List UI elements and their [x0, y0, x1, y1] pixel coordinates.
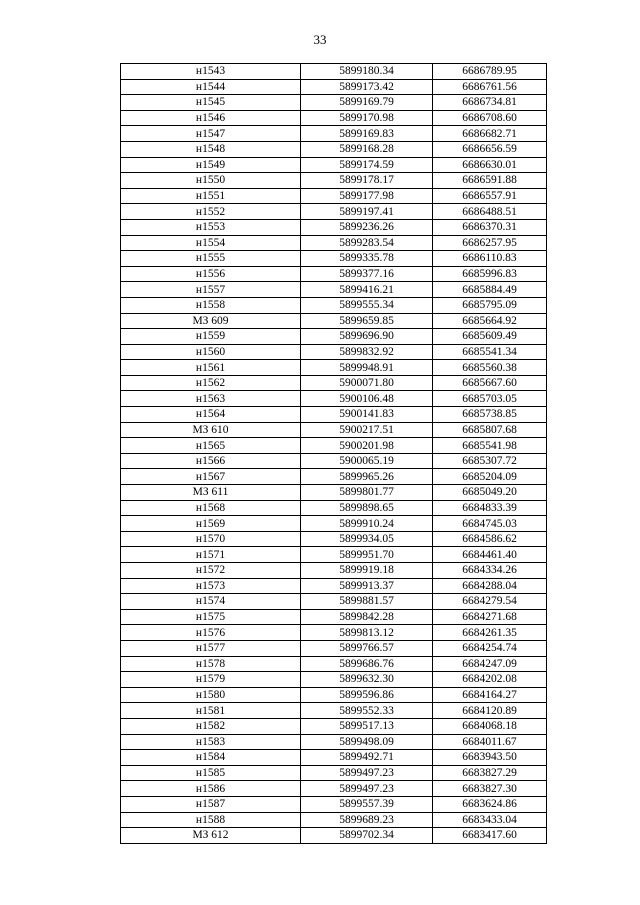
point-label-cell: н1554 — [121, 235, 301, 251]
y-coordinate-cell: 6685049.20 — [433, 485, 547, 501]
table-row — [121, 219, 547, 235]
x-coordinate-cell: 5899497.23 — [301, 781, 433, 797]
x-coordinate-cell: 5899842.28 — [301, 609, 433, 625]
point-label-cell: н1574 — [121, 594, 301, 610]
table-row — [121, 344, 547, 360]
table-row — [121, 469, 547, 485]
point-label-cell: н1580 — [121, 687, 301, 703]
x-coordinate-cell: 5899497.23 — [301, 765, 433, 781]
x-coordinate-cell: 5899178.17 — [301, 173, 433, 189]
x-coordinate-cell: 5899416.21 — [301, 282, 433, 298]
point-label-cell: н1581 — [121, 703, 301, 719]
point-label-cell: н1569 — [121, 516, 301, 532]
y-coordinate-cell: 6686708.60 — [433, 110, 547, 126]
table-row — [121, 407, 547, 423]
y-coordinate-cell: 6684068.18 — [433, 718, 547, 734]
y-coordinate-cell: 6685884.49 — [433, 282, 547, 298]
x-coordinate-cell: 5899934.05 — [301, 531, 433, 547]
point-label-cell: н1557 — [121, 282, 301, 298]
table-row — [121, 79, 547, 95]
table-row — [121, 750, 547, 766]
x-coordinate-cell: 5900141.83 — [301, 407, 433, 423]
x-coordinate-cell: 5899283.54 — [301, 235, 433, 251]
table-row — [121, 485, 547, 501]
y-coordinate-cell: 6686734.81 — [433, 95, 547, 111]
page-number: 33 — [313, 32, 327, 47]
point-label-cell: н1547 — [121, 126, 301, 142]
y-coordinate-cell: 6684261.35 — [433, 625, 547, 641]
table-row — [121, 500, 547, 516]
y-coordinate-cell: 6685664.92 — [433, 313, 547, 329]
point-label-cell: н1545 — [121, 95, 301, 111]
y-coordinate-cell: 6686656.59 — [433, 141, 547, 157]
x-coordinate-cell: 5899177.98 — [301, 188, 433, 204]
x-coordinate-cell: 5899173.42 — [301, 79, 433, 95]
x-coordinate-cell: 5899169.79 — [301, 95, 433, 111]
x-coordinate-cell: 5899913.37 — [301, 578, 433, 594]
table-row — [121, 438, 547, 454]
x-coordinate-cell: 5899492.71 — [301, 750, 433, 766]
table-row — [121, 609, 547, 625]
y-coordinate-cell: 6684288.04 — [433, 578, 547, 594]
point-label-cell: н1570 — [121, 531, 301, 547]
table-row — [121, 297, 547, 313]
y-coordinate-cell: 6683433.04 — [433, 812, 547, 828]
x-coordinate-cell: 5899881.57 — [301, 594, 433, 610]
x-coordinate-cell: 5899686.76 — [301, 656, 433, 672]
table-row — [121, 656, 547, 672]
x-coordinate-cell: 5899898.65 — [301, 500, 433, 516]
table-row — [121, 687, 547, 703]
table-row — [121, 703, 547, 719]
table-row — [121, 672, 547, 688]
table-row — [121, 781, 547, 797]
y-coordinate-cell: 6685807.68 — [433, 422, 547, 438]
point-label-cell: н1561 — [121, 360, 301, 376]
point-label-cell: н1551 — [121, 188, 301, 204]
y-coordinate-cell: 6683827.29 — [433, 765, 547, 781]
x-coordinate-cell: 5899169.83 — [301, 126, 433, 142]
x-coordinate-cell: 5899236.26 — [301, 219, 433, 235]
point-label-cell: н1549 — [121, 157, 301, 173]
x-coordinate-cell: 5899168.28 — [301, 141, 433, 157]
x-coordinate-cell: 5899813.12 — [301, 625, 433, 641]
table-row — [121, 828, 547, 844]
point-label-cell: н1559 — [121, 329, 301, 345]
x-coordinate-cell: 5899377.16 — [301, 266, 433, 282]
table-row — [121, 375, 547, 391]
x-coordinate-cell: 5899766.57 — [301, 640, 433, 656]
y-coordinate-cell: 6684461.40 — [433, 547, 547, 563]
table-row — [121, 188, 547, 204]
table-row — [121, 64, 547, 80]
y-coordinate-cell: 6686761.56 — [433, 79, 547, 95]
y-coordinate-cell: 6686110.83 — [433, 251, 547, 267]
x-coordinate-cell: 5899919.18 — [301, 563, 433, 579]
table-row — [121, 625, 547, 641]
y-coordinate-cell: 6684247.09 — [433, 656, 547, 672]
x-coordinate-cell: 5899180.34 — [301, 64, 433, 80]
point-label-cell: н1566 — [121, 453, 301, 469]
y-coordinate-cell: 6684279.54 — [433, 594, 547, 610]
y-coordinate-cell: 6685667.60 — [433, 375, 547, 391]
point-label-cell: н1550 — [121, 173, 301, 189]
point-label-cell: н1585 — [121, 765, 301, 781]
point-label-cell: н1578 — [121, 656, 301, 672]
y-coordinate-cell: 6686630.01 — [433, 157, 547, 173]
x-coordinate-cell: 5899557.39 — [301, 796, 433, 812]
y-coordinate-cell: 6684586.62 — [433, 531, 547, 547]
x-coordinate-cell: 5899689.23 — [301, 812, 433, 828]
x-coordinate-cell: 5899170.98 — [301, 110, 433, 126]
point-label-cell: н1577 — [121, 640, 301, 656]
point-label-cell: н1564 — [121, 407, 301, 423]
y-coordinate-cell: 6685738.85 — [433, 407, 547, 423]
x-coordinate-cell: 5900065.19 — [301, 453, 433, 469]
point-label-cell: н1558 — [121, 297, 301, 313]
point-label-cell: н1573 — [121, 578, 301, 594]
y-coordinate-cell: 6685204.09 — [433, 469, 547, 485]
table-row — [121, 734, 547, 750]
point-label-cell: н1572 — [121, 563, 301, 579]
table-row — [121, 765, 547, 781]
x-coordinate-cell: 5899696.90 — [301, 329, 433, 345]
x-coordinate-cell: 5899517.13 — [301, 718, 433, 734]
y-coordinate-cell: 6686789.95 — [433, 64, 547, 80]
table-row — [121, 141, 547, 157]
x-coordinate-cell: 5899632.30 — [301, 672, 433, 688]
point-label-cell: н1563 — [121, 391, 301, 407]
point-label-cell: МЗ 612 — [121, 828, 301, 844]
y-coordinate-cell: 6686370.31 — [433, 219, 547, 235]
x-coordinate-cell: 5899335.78 — [301, 251, 433, 267]
y-coordinate-cell: 6686591.88 — [433, 173, 547, 189]
point-label-cell: н1571 — [121, 547, 301, 563]
point-label-cell: н1556 — [121, 266, 301, 282]
point-label-cell: н1583 — [121, 734, 301, 750]
y-coordinate-cell: 6686682.71 — [433, 126, 547, 142]
table-row — [121, 204, 547, 220]
y-coordinate-cell: 6684745.03 — [433, 516, 547, 532]
table-row — [121, 422, 547, 438]
table-row — [121, 516, 547, 532]
point-label-cell: н1575 — [121, 609, 301, 625]
y-coordinate-cell: 6684164.27 — [433, 687, 547, 703]
coordinates-table-body — [121, 64, 547, 844]
table-row — [121, 157, 547, 173]
x-coordinate-cell: 5899596.86 — [301, 687, 433, 703]
point-label-cell: н1567 — [121, 469, 301, 485]
table-row — [121, 640, 547, 656]
point-label-cell: МЗ 610 — [121, 422, 301, 438]
y-coordinate-cell: 6684254.74 — [433, 640, 547, 656]
y-coordinate-cell: 6683827.30 — [433, 781, 547, 797]
point-label-cell: н1546 — [121, 110, 301, 126]
y-coordinate-cell: 6685541.98 — [433, 438, 547, 454]
x-coordinate-cell: 5899951.70 — [301, 547, 433, 563]
table-row — [121, 360, 547, 376]
table-row — [121, 578, 547, 594]
point-label-cell: н1568 — [121, 500, 301, 516]
y-coordinate-cell: 6685307.72 — [433, 453, 547, 469]
y-coordinate-cell: 6684120.89 — [433, 703, 547, 719]
x-coordinate-cell: 5899910.24 — [301, 516, 433, 532]
x-coordinate-cell: 5899832.92 — [301, 344, 433, 360]
point-label-cell: н1584 — [121, 750, 301, 766]
x-coordinate-cell: 5899498.09 — [301, 734, 433, 750]
y-coordinate-cell: 6686257.95 — [433, 235, 547, 251]
table-row — [121, 547, 547, 563]
y-coordinate-cell: 6684011.67 — [433, 734, 547, 750]
x-coordinate-cell: 5899965.26 — [301, 469, 433, 485]
y-coordinate-cell: 6683943.50 — [433, 750, 547, 766]
table-row — [121, 453, 547, 469]
x-coordinate-cell: 5899659.85 — [301, 313, 433, 329]
point-label-cell: н1543 — [121, 64, 301, 80]
x-coordinate-cell: 5900071.80 — [301, 375, 433, 391]
point-label-cell: н1548 — [121, 141, 301, 157]
y-coordinate-cell: 6683417.60 — [433, 828, 547, 844]
table-row — [121, 812, 547, 828]
table-row — [121, 282, 547, 298]
table-row — [121, 391, 547, 407]
x-coordinate-cell: 5899552.33 — [301, 703, 433, 719]
point-label-cell: МЗ 609 — [121, 313, 301, 329]
table-row — [121, 173, 547, 189]
table-row — [121, 126, 547, 142]
point-label-cell: н1555 — [121, 251, 301, 267]
y-coordinate-cell: 6685609.49 — [433, 329, 547, 345]
y-coordinate-cell: 6685560.38 — [433, 360, 547, 376]
y-coordinate-cell: 6685541.34 — [433, 344, 547, 360]
table-row — [121, 531, 547, 547]
x-coordinate-cell: 5900201.98 — [301, 438, 433, 454]
table-row — [121, 95, 547, 111]
y-coordinate-cell: 6686488.51 — [433, 204, 547, 220]
x-coordinate-cell: 5899174.59 — [301, 157, 433, 173]
y-coordinate-cell: 6684202.08 — [433, 672, 547, 688]
y-coordinate-cell: 6685996.83 — [433, 266, 547, 282]
x-coordinate-cell: 5900217.51 — [301, 422, 433, 438]
coordinates-table — [120, 63, 547, 844]
table-row — [121, 594, 547, 610]
table-row — [121, 718, 547, 734]
table-row — [121, 313, 547, 329]
point-label-cell: н1576 — [121, 625, 301, 641]
table-row — [121, 329, 547, 345]
table-row — [121, 796, 547, 812]
x-coordinate-cell: 5899801.77 — [301, 485, 433, 501]
point-label-cell: н1553 — [121, 219, 301, 235]
point-label-cell: н1587 — [121, 796, 301, 812]
x-coordinate-cell: 5899702.34 — [301, 828, 433, 844]
table-row — [121, 563, 547, 579]
y-coordinate-cell: 6684833.39 — [433, 500, 547, 516]
y-coordinate-cell: 6684334.26 — [433, 563, 547, 579]
point-label-cell: н1579 — [121, 672, 301, 688]
point-label-cell: н1582 — [121, 718, 301, 734]
y-coordinate-cell: 6683624.86 — [433, 796, 547, 812]
table-row — [121, 110, 547, 126]
point-label-cell: н1588 — [121, 812, 301, 828]
table-row — [121, 235, 547, 251]
x-coordinate-cell: 5899948.91 — [301, 360, 433, 376]
y-coordinate-cell: 6685703.05 — [433, 391, 547, 407]
y-coordinate-cell: 6686557.91 — [433, 188, 547, 204]
point-label-cell: н1544 — [121, 79, 301, 95]
point-label-cell: МЗ 611 — [121, 485, 301, 501]
point-label-cell: н1565 — [121, 438, 301, 454]
point-label-cell: н1552 — [121, 204, 301, 220]
point-label-cell: н1586 — [121, 781, 301, 797]
x-coordinate-cell: 5899555.34 — [301, 297, 433, 313]
table-row — [121, 251, 547, 267]
point-label-cell: н1560 — [121, 344, 301, 360]
y-coordinate-cell: 6684271.68 — [433, 609, 547, 625]
x-coordinate-cell: 5900106.48 — [301, 391, 433, 407]
point-label-cell: н1562 — [121, 375, 301, 391]
y-coordinate-cell: 6685795.09 — [433, 297, 547, 313]
x-coordinate-cell: 5899197.41 — [301, 204, 433, 220]
table-row — [121, 266, 547, 282]
